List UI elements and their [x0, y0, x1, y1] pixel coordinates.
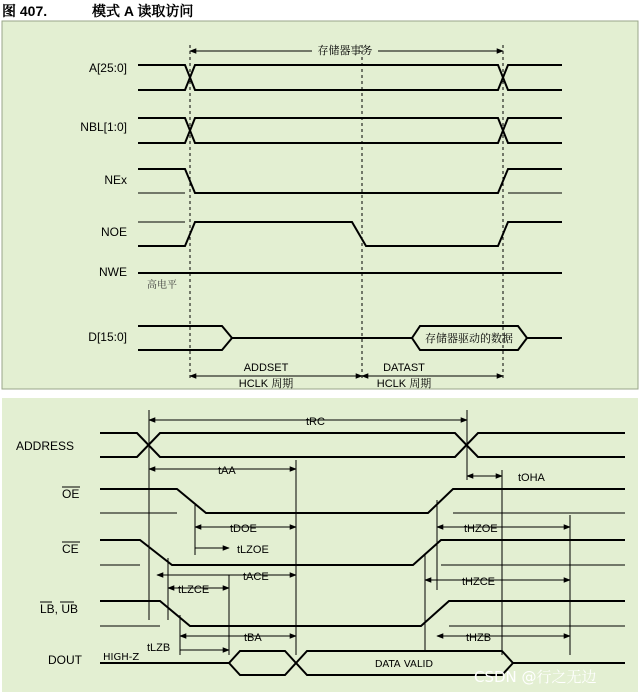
label-taa: tAA	[218, 465, 236, 477]
label-tlzoe: tLZOE	[237, 544, 269, 556]
data-driven-label: 存储器驱动的数据	[425, 333, 513, 345]
label-tba: tBA	[244, 632, 262, 644]
datast-label: DATAST	[383, 362, 425, 374]
signal-label-oe: OE	[62, 487, 80, 501]
label-tace: tACE	[243, 571, 269, 583]
nwe-note: 高电平	[147, 280, 177, 291]
label-thzb: tHZB	[466, 632, 492, 644]
bottom-panel-bg	[2, 398, 638, 692]
signal-label-addr: ADDRESS	[16, 439, 75, 453]
signal-label-nbl: NBL[1:0]	[80, 120, 127, 134]
transaction-span-label: 存储器事务	[317, 45, 373, 57]
figure-number: 图 407.	[2, 3, 48, 19]
label-tlzce: tLZCE	[178, 584, 210, 596]
data-valid-label: DATA VALID	[374, 659, 434, 670]
bottom-panel	[2, 398, 638, 692]
datast-unit: HCLK 周期	[376, 378, 432, 390]
panel-divider	[0, 390, 640, 398]
label-toha: tOHA	[518, 472, 545, 484]
label-thzce: tHZCE	[462, 576, 495, 588]
signal-label-noe: NOE	[100, 225, 127, 239]
label-trc: tRC	[306, 416, 325, 428]
signal-label-ce: CE	[62, 542, 79, 556]
dout-highz-label: HIGH-Z	[103, 652, 140, 663]
watermark: CSDN @行之无边	[474, 668, 597, 686]
signal-label-data: D[15:0]	[88, 330, 127, 344]
top-panel	[2, 21, 638, 390]
signal-label-dout: DOUT	[48, 653, 82, 667]
figure-title: 模式 A 读取访问	[92, 3, 194, 19]
addset-label: ADDSET	[243, 362, 289, 374]
signal-label-lbub: LB, UB	[40, 602, 79, 616]
signal-label-nex: NEx	[104, 173, 127, 187]
label-tlzb: tLZB	[147, 642, 171, 654]
signal-label-address: A[25:0]	[88, 61, 127, 75]
addset-unit: HCLK 周期	[238, 378, 294, 390]
label-thzoe: tHZOE	[464, 523, 498, 535]
signal-label-nwe: NWE	[99, 265, 127, 279]
label-tdoe: tDOE	[230, 523, 257, 535]
